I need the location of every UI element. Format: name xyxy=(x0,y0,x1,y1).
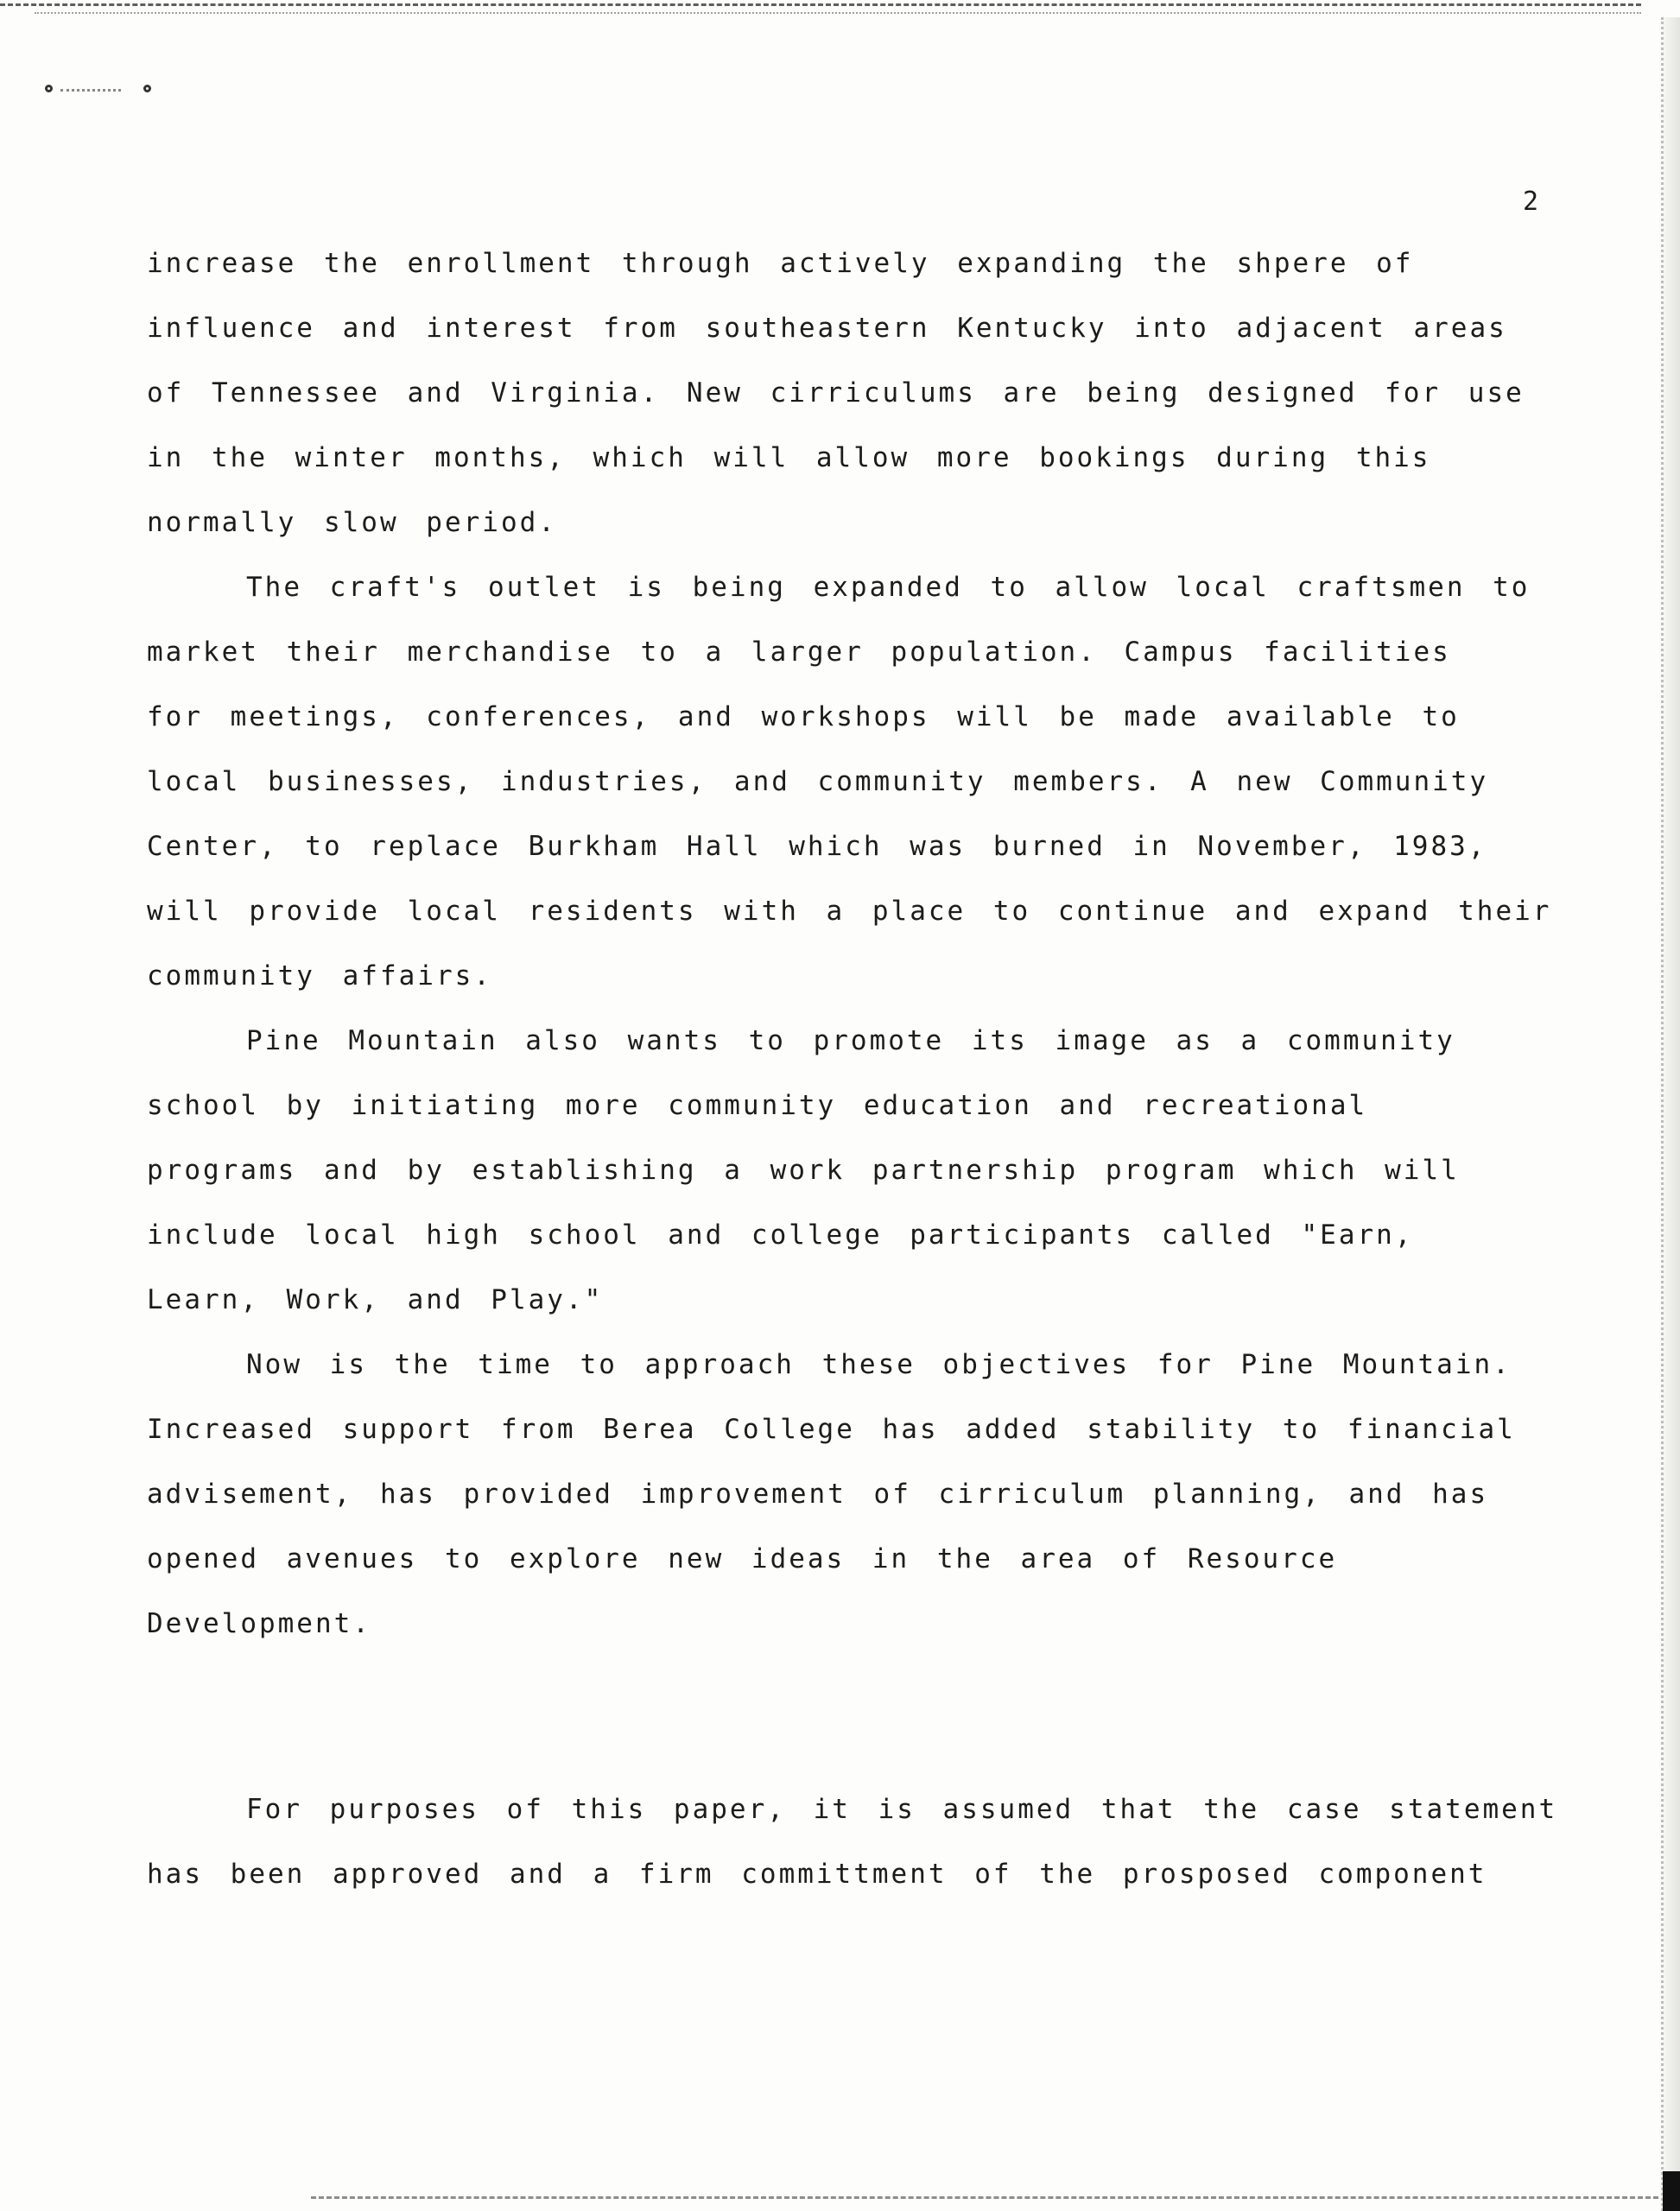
paragraph-3 xyxy=(147,1009,1546,1333)
text-line: local businesses, industries, and community members. A new Community xyxy=(147,766,1489,797)
text-line: opened avenues to explore new ideas in the area of Resource xyxy=(147,1543,1338,1574)
paragraph-2 xyxy=(147,555,1552,1009)
text-line: Learn, Work, and Play." xyxy=(147,1284,604,1315)
scan-bottom-edge xyxy=(311,2196,1658,2199)
document-body xyxy=(147,231,1558,1907)
paragraph-1 xyxy=(147,231,1546,555)
text-line: Development. xyxy=(147,1608,371,1639)
text-line: Pine Mountain also wants to promote its image as a community xyxy=(246,1025,1455,1056)
text-line: increase the enrollment through actively expanding the shpere of xyxy=(147,248,1414,279)
text-line: Increased support from Berea College has added stability to financial xyxy=(147,1414,1516,1445)
paragraph-4 xyxy=(147,1333,1546,1657)
text-line: include local high school and college participants called "Earn, xyxy=(147,1220,1414,1251)
text-line: will provide local residents with a place to continue and expand their xyxy=(147,896,1552,927)
paragraph-5 xyxy=(147,1777,1558,1907)
text-line: of Tennessee and Virginia. New cirriculums are being designed for use xyxy=(147,377,1525,409)
text-line: Center, to replace Burkham Hall which was burned in November, 1983, xyxy=(147,831,1487,862)
text-line: The craft's outlet is being expanded to allow local craftsmen to xyxy=(246,572,1531,603)
text-line: programs and by establishing a work partnership program which will xyxy=(147,1155,1460,1186)
text-line: influence and interest from southeastern Kentucky into adjacent areas xyxy=(147,313,1507,344)
text-line: Now is the time to approach these objectives for Pine Mountain. xyxy=(246,1349,1512,1380)
binder-hole-marks xyxy=(45,79,166,100)
text-line: has been approved and a firm committment of the prosposed component xyxy=(147,1859,1487,1890)
page-number: 2 xyxy=(1522,187,1540,217)
text-line: For purposes of this paper, it is assumed that the case statement xyxy=(246,1794,1558,1825)
text-line: advisement, has provided improvement of cirriculum planning, and has xyxy=(147,1479,1489,1510)
text-line: normally slow period. xyxy=(147,507,557,538)
scan-corner-mark xyxy=(1663,2171,1680,2211)
text-line: school by initiating more community education and recreational xyxy=(147,1090,1368,1121)
scan-top-edge xyxy=(0,0,1680,17)
scan-right-edge xyxy=(1658,17,1680,2211)
text-line: for meetings, conferences, and workshops will be made available to xyxy=(147,701,1460,732)
text-line: market their merchandise to a larger population. Campus facilities xyxy=(147,637,1451,668)
text-line: in the winter months, which will allow more bookings during this xyxy=(147,442,1431,473)
section-gap xyxy=(147,1657,1546,1777)
text-line: community affairs. xyxy=(147,960,492,991)
